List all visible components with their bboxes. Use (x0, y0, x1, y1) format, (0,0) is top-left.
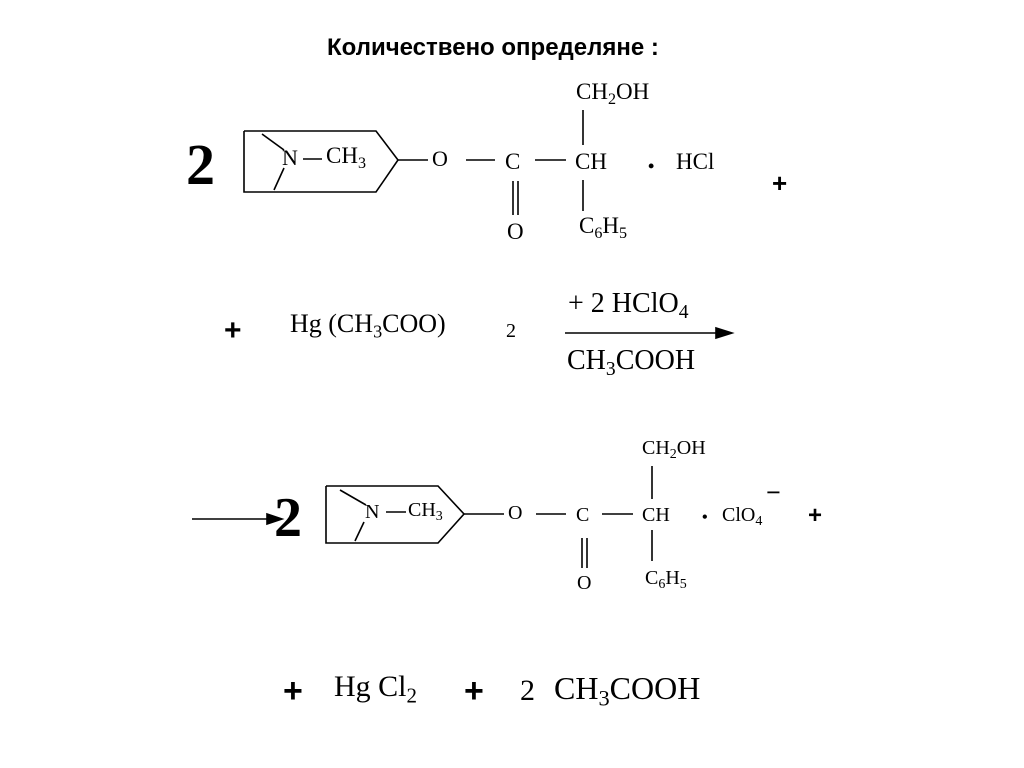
mercury-chloride (334, 670, 418, 708)
plus-sign-1: + (772, 168, 788, 198)
ring-bridge-1b (274, 168, 284, 190)
mercury-chloride-sub: 2 (406, 683, 418, 708)
ch2oh-2-a: CH (642, 437, 670, 459)
mercury-chloride-a: Hg Cl (334, 670, 407, 703)
arrow-below-a: CH (567, 345, 606, 376)
ring-bridge-1a (262, 134, 284, 150)
n-methyl-1-sub: 3 (357, 154, 366, 172)
phenyl-1-a: C (579, 213, 595, 238)
tropane-ring-1 (244, 131, 398, 192)
carbonyl-carbon-1: C (505, 149, 521, 174)
ch2oh-group-2 (642, 437, 706, 463)
perchlorate-a: ClO (722, 504, 756, 526)
arrow-above-a: + 2 HClO (568, 288, 679, 319)
acetic-acid-b: COOH (609, 670, 701, 706)
plus-sign-2: + (224, 314, 242, 347)
ch2oh-1-sub: 2 (607, 90, 616, 108)
phenyl-group-1 (579, 213, 628, 242)
mercury-acetate (290, 309, 446, 342)
plus-sign-3: + (808, 502, 823, 529)
reaction-arrow-head (716, 328, 732, 338)
n-methyl-2-main: CH (408, 499, 436, 521)
perchlorate-anion (722, 504, 763, 530)
arrow-below-sub: 3 (605, 358, 616, 380)
phenyl-1-sub2: 5 (619, 224, 628, 242)
ch2oh-1-b: OH (616, 79, 650, 104)
nitrogen-label-2: N (365, 501, 380, 523)
ring-bridge-2b (355, 522, 364, 541)
ch2oh-1-a: CH (576, 79, 608, 104)
mercury-acetate-sub: 3 (373, 321, 383, 342)
acetic-acid-coef: 2 (520, 674, 535, 707)
arrow-below-b: COOH (615, 345, 696, 376)
n-methyl-1 (326, 143, 366, 172)
coefficient-2: 2 (274, 487, 302, 549)
phenyl-group-2 (645, 567, 687, 593)
ester-oxygen-1: O (432, 146, 448, 171)
carbonyl-carbon-2: C (576, 504, 590, 526)
acetic-acid (554, 670, 701, 711)
salt-dot-1: • (648, 156, 655, 176)
methine-ch-2: CH (642, 504, 670, 526)
phenyl-2-a: C (645, 567, 659, 589)
phenyl-1-b: H (602, 213, 620, 238)
nitrogen-label-1: N (282, 145, 298, 170)
phenyl-2-sub1: 6 (658, 577, 666, 593)
n-methyl-2 (408, 499, 443, 525)
carbonyl-oxygen-1: O (507, 219, 524, 244)
phenyl-2-sub2: 5 (679, 577, 687, 593)
anion-charge: − (766, 478, 781, 507)
methine-ch-1: CH (575, 149, 607, 174)
phenyl-2-b: H (665, 567, 680, 589)
hydrochloride-label: HCl (676, 149, 715, 174)
ester-oxygen-2: O (508, 502, 523, 524)
arrow-reagent-above (568, 288, 689, 323)
ch2oh-group-1 (576, 79, 650, 108)
ch2oh-2-b: OH (676, 437, 706, 459)
carbonyl-oxygen-2: O (577, 572, 592, 594)
acetic-acid-sub: 3 (598, 685, 610, 711)
plus-sign-5: + (464, 672, 484, 710)
ch2oh-2-sub: 2 (669, 447, 677, 463)
page-title: Количествено определяне : (327, 34, 659, 61)
perchlorate-sub: 4 (755, 514, 763, 530)
mercury-acetate-a: Hg (CH (290, 309, 374, 338)
n-methyl-1-main: CH (326, 143, 358, 168)
arrow-above-sub: 4 (678, 301, 689, 323)
salt-dot-2: • (702, 509, 708, 526)
plus-sign-4: + (283, 672, 303, 710)
coefficient-1: 2 (186, 132, 215, 197)
mercury-acetate-coef: 2 (506, 320, 516, 342)
arrow-reagent-below (567, 345, 696, 380)
mercury-acetate-b: COO) (382, 309, 446, 338)
phenyl-1-sub1: 6 (594, 224, 603, 242)
acetic-acid-a: CH (554, 670, 599, 706)
n-methyl-2-sub: 3 (435, 509, 443, 525)
ring-bridge-2a (340, 490, 366, 505)
